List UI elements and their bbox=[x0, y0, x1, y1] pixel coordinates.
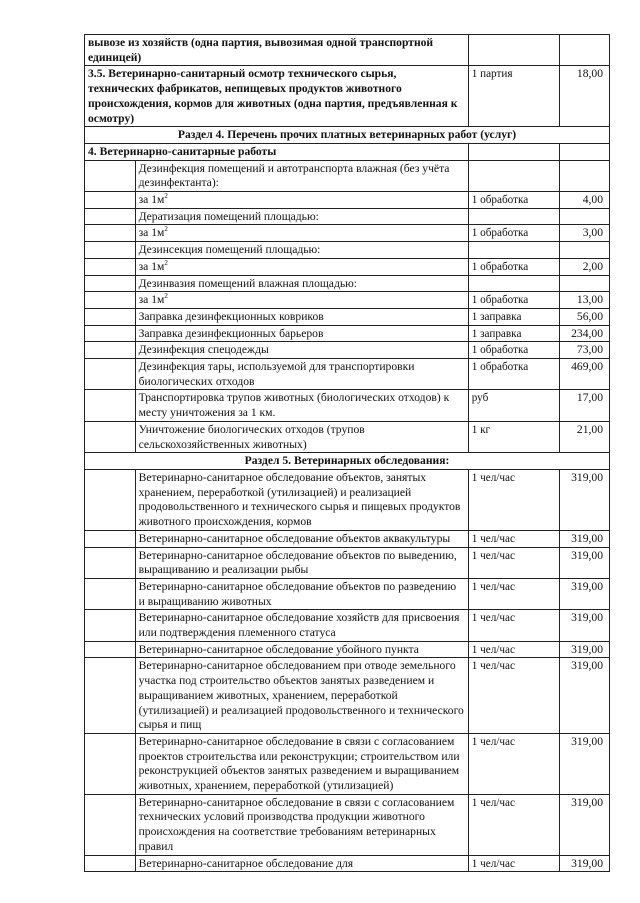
row-price: 21,00 bbox=[560, 421, 610, 452]
row-price: 2,00 bbox=[560, 258, 610, 275]
empty-cell bbox=[85, 547, 136, 578]
row-text: Ветеринарно-санитарное обследование в связи с согласованием технических условий производства продукции животного происхождения на соответствие требованиям ветеринарных правил bbox=[135, 794, 468, 855]
price-table bbox=[84, 34, 610, 872]
table-row bbox=[85, 342, 610, 359]
table-row bbox=[85, 733, 610, 794]
row-text: Ветеринарно-санитарное обследование для bbox=[135, 855, 468, 872]
table-row bbox=[85, 547, 610, 578]
empty-cell bbox=[85, 359, 136, 390]
row-price: 56,00 bbox=[560, 308, 610, 325]
row-unit: 1 кг bbox=[468, 421, 560, 452]
table-row bbox=[85, 658, 610, 734]
item-sub-text: за 1м bbox=[138, 226, 165, 240]
table-row bbox=[85, 66, 610, 127]
table-row bbox=[85, 325, 610, 342]
empty-cell bbox=[85, 325, 136, 342]
row-text: Ветеринарно-санитарное обследование хозяйств для присвоения или подтверждения племенного статуса bbox=[135, 610, 468, 641]
empty-cell bbox=[560, 160, 610, 191]
empty-cell bbox=[85, 160, 136, 191]
empty-cell bbox=[85, 258, 136, 275]
item-sub bbox=[135, 225, 468, 242]
row-unit: 1 чел/час bbox=[468, 794, 560, 855]
row-unit: 1 заправка bbox=[468, 308, 560, 325]
item-sub-sup: 2 bbox=[164, 292, 168, 301]
empty-cell bbox=[85, 610, 136, 641]
table-row bbox=[85, 242, 610, 259]
row-unit: 1 чел/час bbox=[468, 547, 560, 578]
item-label: Дератизация помещений площадью: bbox=[135, 208, 468, 225]
table-row bbox=[85, 208, 610, 225]
row-unit: 1 чел/час bbox=[468, 658, 560, 734]
row-unit: 1 чел/час bbox=[468, 530, 560, 547]
row-price: 234,00 bbox=[560, 325, 610, 342]
table-row bbox=[85, 530, 610, 547]
row-text: Заправка дезинфекционных ковриков bbox=[135, 308, 468, 325]
section-subheader-row bbox=[85, 143, 610, 160]
section-header-row bbox=[85, 127, 610, 144]
item-sub-text: за 1м bbox=[138, 293, 165, 307]
item-sub-sup: 2 bbox=[164, 225, 168, 234]
table-row bbox=[85, 192, 610, 209]
empty-cell bbox=[468, 242, 560, 259]
row-price: 4,00 bbox=[560, 192, 610, 209]
item-label: Дезинфекция помещений и автотранспорта влажная (без учёта дезинфектанта): bbox=[135, 160, 468, 191]
empty-cell bbox=[560, 143, 610, 160]
empty-cell bbox=[85, 208, 136, 225]
row-unit: 1 обработка bbox=[468, 359, 560, 390]
empty-cell bbox=[85, 469, 136, 530]
table-row bbox=[85, 469, 610, 530]
row-text: Ветеринарно-санитарное обследованием при отводе земельного участка под строительство объектов занятых разведением и выращиванием животных, хранением, переработкой (утилизацией) и реализацией продовольственного и технического сырья и пищ bbox=[135, 658, 468, 734]
empty-cell bbox=[560, 242, 610, 259]
row-text: Ветеринарно-санитарное обследование в связи с согласованием проектов строительства или реконструкции; строительством или реконструкцией объектов занятых разведением и выращиванием животных, хранением, переработкой (утилизацией) bbox=[135, 733, 468, 794]
section-header-row bbox=[85, 453, 610, 470]
row-unit: 1 чел/час bbox=[468, 855, 560, 872]
empty-cell bbox=[85, 530, 136, 547]
empty-cell bbox=[468, 275, 560, 292]
item-sub-text: за 1м bbox=[138, 259, 165, 273]
section-4-title: Раздел 4. Перечень прочих платных ветеринарных работ (услуг) bbox=[85, 127, 610, 144]
empty-cell bbox=[85, 855, 136, 872]
row-unit: 1 обработка bbox=[468, 225, 560, 242]
row-price: 319,00 bbox=[560, 641, 610, 658]
item-label: Дезинвазия помещений влажная площадью: bbox=[135, 275, 468, 292]
empty-cell bbox=[85, 733, 136, 794]
table-row bbox=[85, 390, 610, 421]
row-price: 319,00 bbox=[560, 733, 610, 794]
item-sub-sup: 2 bbox=[164, 258, 168, 267]
empty-cell bbox=[85, 794, 136, 855]
empty-cell bbox=[85, 275, 136, 292]
row-text: Уничтожение биологических отходов (трупов сельскохозяйственных животных) bbox=[135, 421, 468, 452]
row-unit: руб bbox=[468, 390, 560, 421]
price-list-document bbox=[84, 34, 610, 872]
row-price: 469,00 bbox=[560, 359, 610, 390]
row-price: 13,00 bbox=[560, 292, 610, 309]
row-price: 319,00 bbox=[560, 610, 610, 641]
empty-cell bbox=[468, 160, 560, 191]
row-unit: 1 обработка bbox=[468, 258, 560, 275]
empty-cell bbox=[85, 342, 136, 359]
row-price: 18,00 bbox=[560, 66, 610, 127]
row-price: 319,00 bbox=[560, 547, 610, 578]
row-price bbox=[560, 35, 610, 66]
item-label: Дезинсекция помещений площадью: bbox=[135, 242, 468, 259]
table-row bbox=[85, 35, 610, 66]
row-text: Дезинфекция спецодежды bbox=[135, 342, 468, 359]
empty-cell bbox=[560, 208, 610, 225]
table-row bbox=[85, 292, 610, 309]
row-text: Ветеринарно-санитарное обследование объектов, занятых хранением, переработкой (утилизацией) и реализацией продовольственного и технического сырья и пищевых продуктов животного происхождения, кормов bbox=[135, 469, 468, 530]
table-row bbox=[85, 421, 610, 452]
empty-cell bbox=[85, 658, 136, 734]
row-unit: 1 чел/час bbox=[468, 578, 560, 609]
row-unit: 1 чел/час bbox=[468, 610, 560, 641]
empty-cell bbox=[85, 308, 136, 325]
row-price: 319,00 bbox=[560, 658, 610, 734]
table-row bbox=[85, 794, 610, 855]
row-text: Ветеринарно-санитарное обследование объектов по выведению, выращиванию и реализации рыбы bbox=[135, 547, 468, 578]
row-price: 319,00 bbox=[560, 469, 610, 530]
row-price: 319,00 bbox=[560, 855, 610, 872]
section-5-title: Раздел 5. Ветеринарных обследования: bbox=[85, 453, 610, 470]
row-unit: 1 обработка bbox=[468, 342, 560, 359]
empty-cell bbox=[85, 225, 136, 242]
table-row bbox=[85, 855, 610, 872]
row-price: 319,00 bbox=[560, 578, 610, 609]
row-price: 17,00 bbox=[560, 390, 610, 421]
row-text: Ветеринарно-санитарное обследование объектов по разведению и выращиванию животных bbox=[135, 578, 468, 609]
row-unit: 1 обработка bbox=[468, 292, 560, 309]
empty-cell bbox=[85, 578, 136, 609]
row-unit: 1 обработка bbox=[468, 192, 560, 209]
row-price: 73,00 bbox=[560, 342, 610, 359]
row-text: Дезинфекция тары, используемой для транспортировки биологических отходов bbox=[135, 359, 468, 390]
row-text: Ветеринарно-санитарное обследование объектов аквакультуры bbox=[135, 530, 468, 547]
empty-cell bbox=[560, 275, 610, 292]
row-unit: 1 чел/час bbox=[468, 469, 560, 530]
row-text: 3.5. Ветеринарно-санитарный осмотр технического сырья, технических фабрикатов, непищевых продуктов животного происхождения, кормов для животных (одна партия, предъявленная к осмотру) bbox=[85, 66, 469, 127]
row-unit: 1 чел/час bbox=[468, 733, 560, 794]
table-row bbox=[85, 275, 610, 292]
table-row bbox=[85, 359, 610, 390]
table-row bbox=[85, 610, 610, 641]
row-price: 3,00 bbox=[560, 225, 610, 242]
table-row bbox=[85, 225, 610, 242]
row-unit bbox=[468, 35, 560, 66]
row-text: Заправка дезинфекционных барьеров bbox=[135, 325, 468, 342]
table-row bbox=[85, 258, 610, 275]
row-text: Ветеринарно-санитарное обследование убойного пункта bbox=[135, 641, 468, 658]
row-price: 319,00 bbox=[560, 530, 610, 547]
section-4-subtitle: 4. Ветеринарно-санитарные работы bbox=[85, 143, 469, 160]
item-sub bbox=[135, 292, 468, 309]
item-sub bbox=[135, 258, 468, 275]
empty-cell bbox=[468, 143, 560, 160]
item-sub-sup: 2 bbox=[164, 192, 168, 201]
row-unit: 1 заправка bbox=[468, 325, 560, 342]
table-row bbox=[85, 578, 610, 609]
table-row bbox=[85, 308, 610, 325]
empty-cell bbox=[85, 292, 136, 309]
empty-cell bbox=[85, 242, 136, 259]
table-row bbox=[85, 641, 610, 658]
row-text: вывозе из хозяйств (одна партия, вывозимая одной транспортной единицей) bbox=[85, 35, 469, 66]
empty-cell bbox=[85, 421, 136, 452]
empty-cell bbox=[85, 390, 136, 421]
row-price: 319,00 bbox=[560, 794, 610, 855]
row-text: Транспортировка трупов животных (биологических отходов) к месту уничтожения за 1 км. bbox=[135, 390, 468, 421]
empty-cell bbox=[468, 208, 560, 225]
item-sub-text: за 1м bbox=[138, 193, 165, 207]
empty-cell bbox=[85, 641, 136, 658]
empty-cell bbox=[85, 192, 136, 209]
table-row bbox=[85, 160, 610, 191]
row-unit: 1 партия bbox=[468, 66, 560, 127]
item-sub bbox=[135, 192, 468, 209]
row-unit: 1 чел/час bbox=[468, 641, 560, 658]
